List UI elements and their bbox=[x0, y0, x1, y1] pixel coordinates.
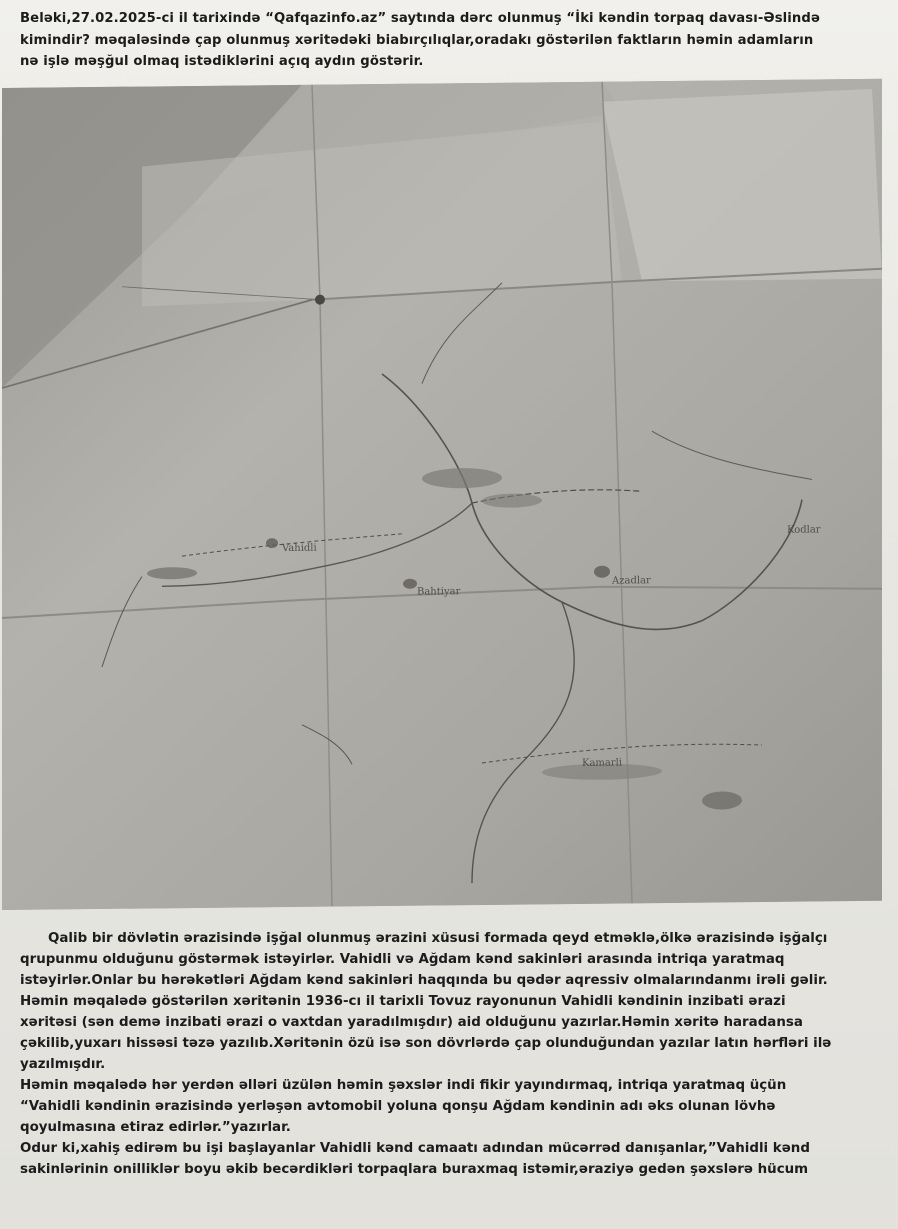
body-line: Odur ki,xahiş edirəm bu işi başlayanlar Vahidli kənd camaatı adından mücərrəd danışanlar,”Vahidli kənd bbox=[20, 1141, 810, 1156]
intro-line: Beləki,27.02.2025-ci il tarixində “Qafqazinfo.az” saytında dərc olunmuş “İki kəndin torpaq davası-Əslində bbox=[20, 11, 820, 26]
body-line: “Vahidli kəndinin ərazisində yerləşən avtomobil yoluna qonşu Ağdam kəndinin adı əks olunan lövhə bbox=[20, 1099, 776, 1114]
map-label: Bahtiyar bbox=[417, 586, 461, 598]
body-line: xəritəsi (sən demə inzibati ərazi o vaxtdan yaradılmışdır) aid olduğunu yazırlar.Həmin xəritə haradansa bbox=[20, 1015, 803, 1030]
body-line: qoyulmasına etiraz edirlər.”yazırlar. bbox=[20, 1120, 291, 1135]
intro-line: kimindir? məqaləsində çap olunmuş xəritədəki biabırçılıqlar,oradakı göstərilən faktların həmin adamların bbox=[20, 32, 814, 48]
body-line: sakinlərinin onilliklər boyu əkib becərdikləri torpaqlara buraxmaq istəmir,əraziyə gedən şəxslərə hücum bbox=[20, 1162, 809, 1177]
body-line: yazılmışdır. bbox=[20, 1057, 106, 1072]
body-line: Qalib bir dövlətin ərazisində işğal olunmuş ərazini xüsusi formada qeyd etməklə,ölkə ərazisində işğalçı bbox=[48, 931, 828, 946]
map-label: Kamarli bbox=[582, 757, 623, 769]
map-image bbox=[2, 79, 882, 910]
map-label: Azadlar bbox=[612, 575, 651, 587]
intro-line: nə işlə məşğul olmaq istədiklərini açıq aydın göstərir. bbox=[20, 54, 424, 69]
body-line: Həmin məqalədə hər yerdən əlləri üzülən həmin şəxslər indi fikir yayındırmaq, intriqa yaratmaq üçün bbox=[20, 1078, 787, 1093]
map-label: Kodlar bbox=[787, 524, 821, 536]
body-line: istəyirlər.Onlar bu hərəkətləri Ağdam kənd sakinləri haqqında bu qədər aqressiv olmalarındanmı irəli gəlir. bbox=[20, 973, 828, 988]
body-line: Həmin məqalədə göstərilən xəritənin 1936-cı il tarixli Tovuz rayonunun Vahidli kəndinin inzibati ərazi bbox=[20, 994, 786, 1009]
map-photograph bbox=[2, 79, 882, 910]
body-line: çəkilib,yuxarı hissəsi təzə yazılıb.Xəritənin özü isə son dövrlərdə çap olunduğundan yazılar latın hərfləri ilə bbox=[20, 1036, 832, 1051]
body-line: qrupunmu olduğunu göstərmək istəyirlər. Vahidli və Ağdam kənd sakinləri arasında intriqa yaratmaq bbox=[20, 952, 785, 967]
body-paragraphs bbox=[20, 928, 880, 1180]
map-label: Vahidli bbox=[282, 542, 317, 555]
intro-paragraph bbox=[20, 8, 890, 73]
